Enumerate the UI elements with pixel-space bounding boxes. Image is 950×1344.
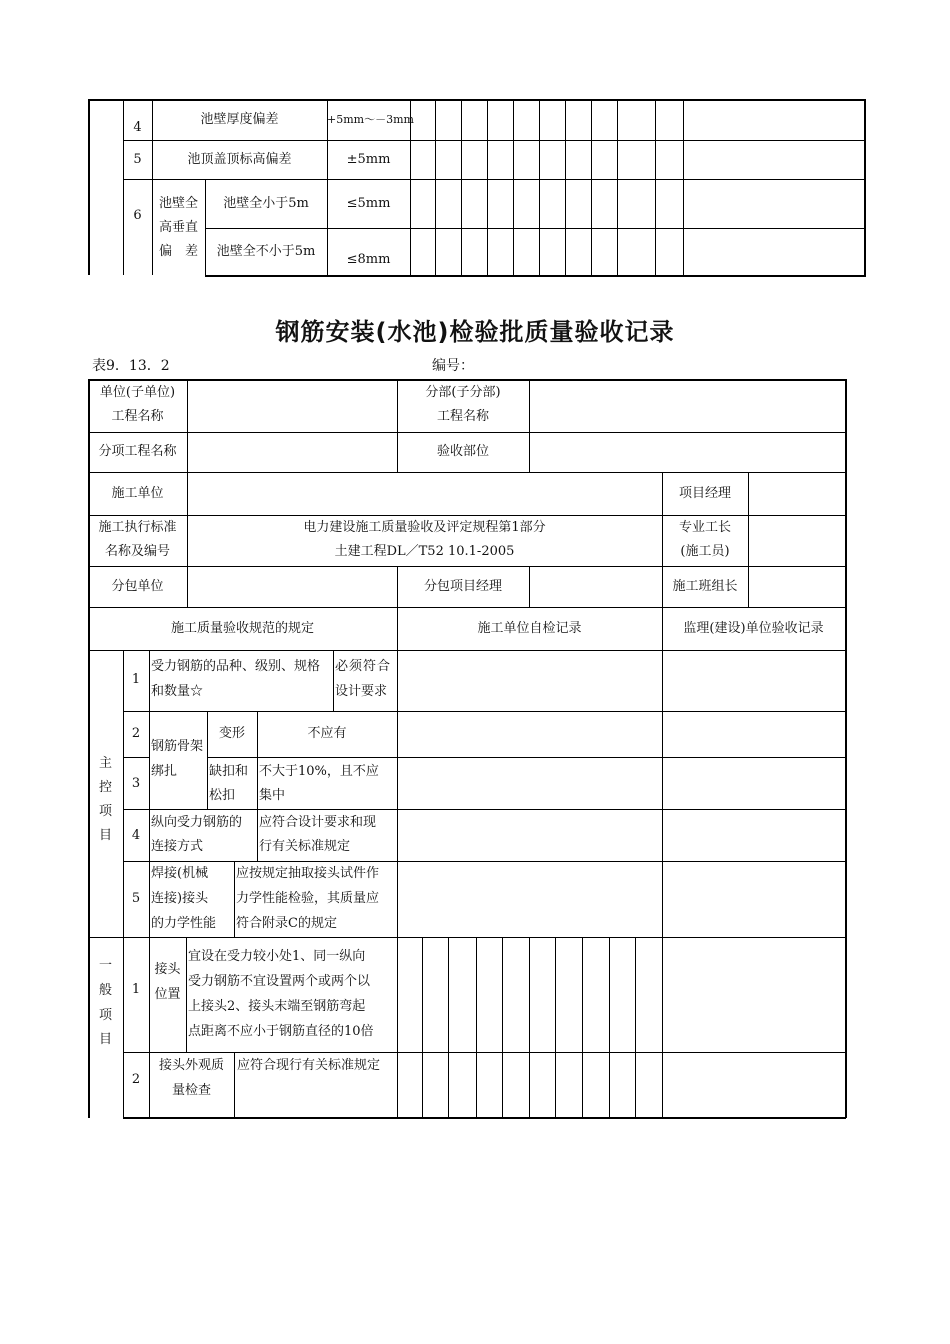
- item-description: 量检查: [171, 1083, 211, 1098]
- item-requirement: 符合附录C的规定: [236, 916, 337, 931]
- tolerance: ≤8mm: [346, 252, 391, 267]
- col-supervisor-header: 监理(建设)单位验收记录: [683, 621, 824, 636]
- row-number: 2: [131, 726, 141, 741]
- subcontractor-label: 分包单位: [111, 579, 164, 594]
- item-project-label: 分项工程名称: [98, 444, 177, 459]
- row-number: 4: [133, 120, 142, 135]
- table-number: 表9．13．2: [92, 358, 170, 374]
- item-subitem: 变形: [218, 726, 245, 741]
- team-leader-value[interactable]: [749, 567, 845, 607]
- main-control-label: 目: [98, 828, 112, 843]
- project-manager-value[interactable]: [749, 473, 845, 515]
- item-description: 的力学性能: [151, 916, 217, 931]
- general-items-label: 项: [98, 1008, 112, 1023]
- tolerance: ≤5mm: [346, 196, 391, 211]
- main-control-label: 项: [98, 804, 112, 819]
- item-name: 池顶盖顶标高偏差: [187, 152, 292, 167]
- row-number: 2: [131, 1072, 141, 1087]
- col-self-check-header: 施工单位自检记录: [477, 621, 582, 636]
- row-number: 1: [131, 672, 141, 687]
- foreman-label: (施工员): [680, 544, 730, 559]
- item-requirement: 设计要求: [335, 684, 388, 699]
- item-name: 池壁全小于5m: [223, 196, 309, 211]
- item-description: 钢筋骨架: [151, 739, 204, 754]
- group-label: 池壁全: [158, 196, 198, 211]
- foreman-value[interactable]: [749, 516, 845, 566]
- project-manager-label: 项目经理: [678, 486, 731, 501]
- item-requirement: 力学性能检验，其质量应: [236, 891, 380, 906]
- main-control-label: 主: [98, 756, 112, 771]
- item-requirement: 行有关标准规定: [259, 839, 351, 854]
- sub-pm-value[interactable]: [530, 567, 662, 607]
- sub-division-label: 分部(子分部): [425, 385, 501, 400]
- row-number: 1: [131, 982, 141, 997]
- item-requirement: 应符合设计要求和现: [259, 815, 377, 830]
- acceptance-part-label: 验收部位: [436, 444, 489, 459]
- item-description: 纵向受力钢筋的: [151, 815, 243, 830]
- unit-name-label: 单位(子单位): [99, 385, 176, 400]
- item-subitem: 松扣: [209, 788, 236, 803]
- group-label: 高垂直: [158, 220, 198, 235]
- page-title: 钢筋安装(水池)检验批质量验收记录: [275, 318, 675, 346]
- main-control-label: 控: [98, 780, 112, 795]
- item-requirement: 集中: [259, 788, 286, 803]
- item-requirement: 不大于10%，且不应: [259, 764, 379, 779]
- item-name: 池壁全不小于5m: [216, 244, 316, 259]
- unit-name-value[interactable]: [188, 380, 396, 432]
- item-description: 连接)接头: [151, 891, 209, 906]
- item-description: 位置: [154, 987, 181, 1002]
- standard-value: 电力建设施工质量验收及评定规程第1部分: [303, 520, 546, 535]
- item-description: 绑扎: [151, 764, 178, 779]
- item-description: 连接方式: [151, 839, 204, 854]
- subcontractor-value[interactable]: [188, 567, 396, 607]
- row-number: 6: [133, 208, 142, 223]
- unit-name-label: 工程名称: [111, 409, 164, 424]
- item-project-value[interactable]: [188, 433, 396, 472]
- sub-division-value[interactable]: [530, 380, 845, 432]
- item-requirement: 应符合现行有关标准规定: [237, 1058, 381, 1073]
- foreman-label: 专业工长: [678, 520, 731, 535]
- row-number: 5: [133, 152, 142, 167]
- item-description: 接头: [154, 962, 181, 977]
- item-description: 和数量☆: [151, 684, 204, 699]
- team-leader-label: 施工班组长: [672, 579, 738, 594]
- sub-division-label: 工程名称: [436, 409, 489, 424]
- item-description: 接头外观质: [158, 1058, 224, 1073]
- row-number: 5: [131, 891, 141, 906]
- tolerance: +5mm～－3mm: [327, 113, 414, 126]
- contractor-label: 施工单位: [111, 486, 164, 501]
- tolerance: ±5mm: [346, 152, 391, 167]
- serial-number-label: 编号：: [432, 358, 474, 374]
- standard-label: 施工执行标准: [98, 520, 177, 535]
- sub-pm-label: 分包项目经理: [423, 579, 502, 594]
- item-requirement: 点距离不应小于钢筋直径的10倍: [188, 1024, 374, 1039]
- row-number: 4: [131, 828, 141, 843]
- general-items-label: 般: [98, 983, 112, 998]
- item-description: 焊接(机械: [151, 866, 209, 881]
- item-requirement: 宜设在受力较小处1、同一纵向: [188, 949, 366, 964]
- item-requirement: 受力钢筋不宜设置两个或两个以: [188, 974, 371, 989]
- item-requirement: 不应有: [307, 726, 347, 741]
- item-description: 受力钢筋的品种、级别、规格: [151, 659, 321, 674]
- row-number: 3: [131, 776, 141, 791]
- general-items-label: 目: [98, 1032, 112, 1047]
- item-name: 池壁厚度偏差: [200, 112, 279, 127]
- item-requirement: 应按规定抽取接头试件作: [236, 866, 380, 881]
- contractor-value[interactable]: [188, 473, 662, 515]
- col-spec-header: 施工质量验收规范的规定: [170, 621, 314, 636]
- item-subitem: 缺扣和: [209, 764, 249, 779]
- standard-value: 土建工程DL／T52 10.1-2005: [334, 544, 515, 559]
- item-requirement: 上接头2、接头末端至钢筋弯起: [188, 999, 366, 1014]
- acceptance-part-value[interactable]: [530, 433, 845, 472]
- group-label: 偏 差: [158, 244, 198, 259]
- standard-label: 名称及编号: [104, 544, 170, 559]
- general-items-label: 一: [98, 958, 112, 973]
- item-requirement: 必须符合: [335, 659, 392, 674]
